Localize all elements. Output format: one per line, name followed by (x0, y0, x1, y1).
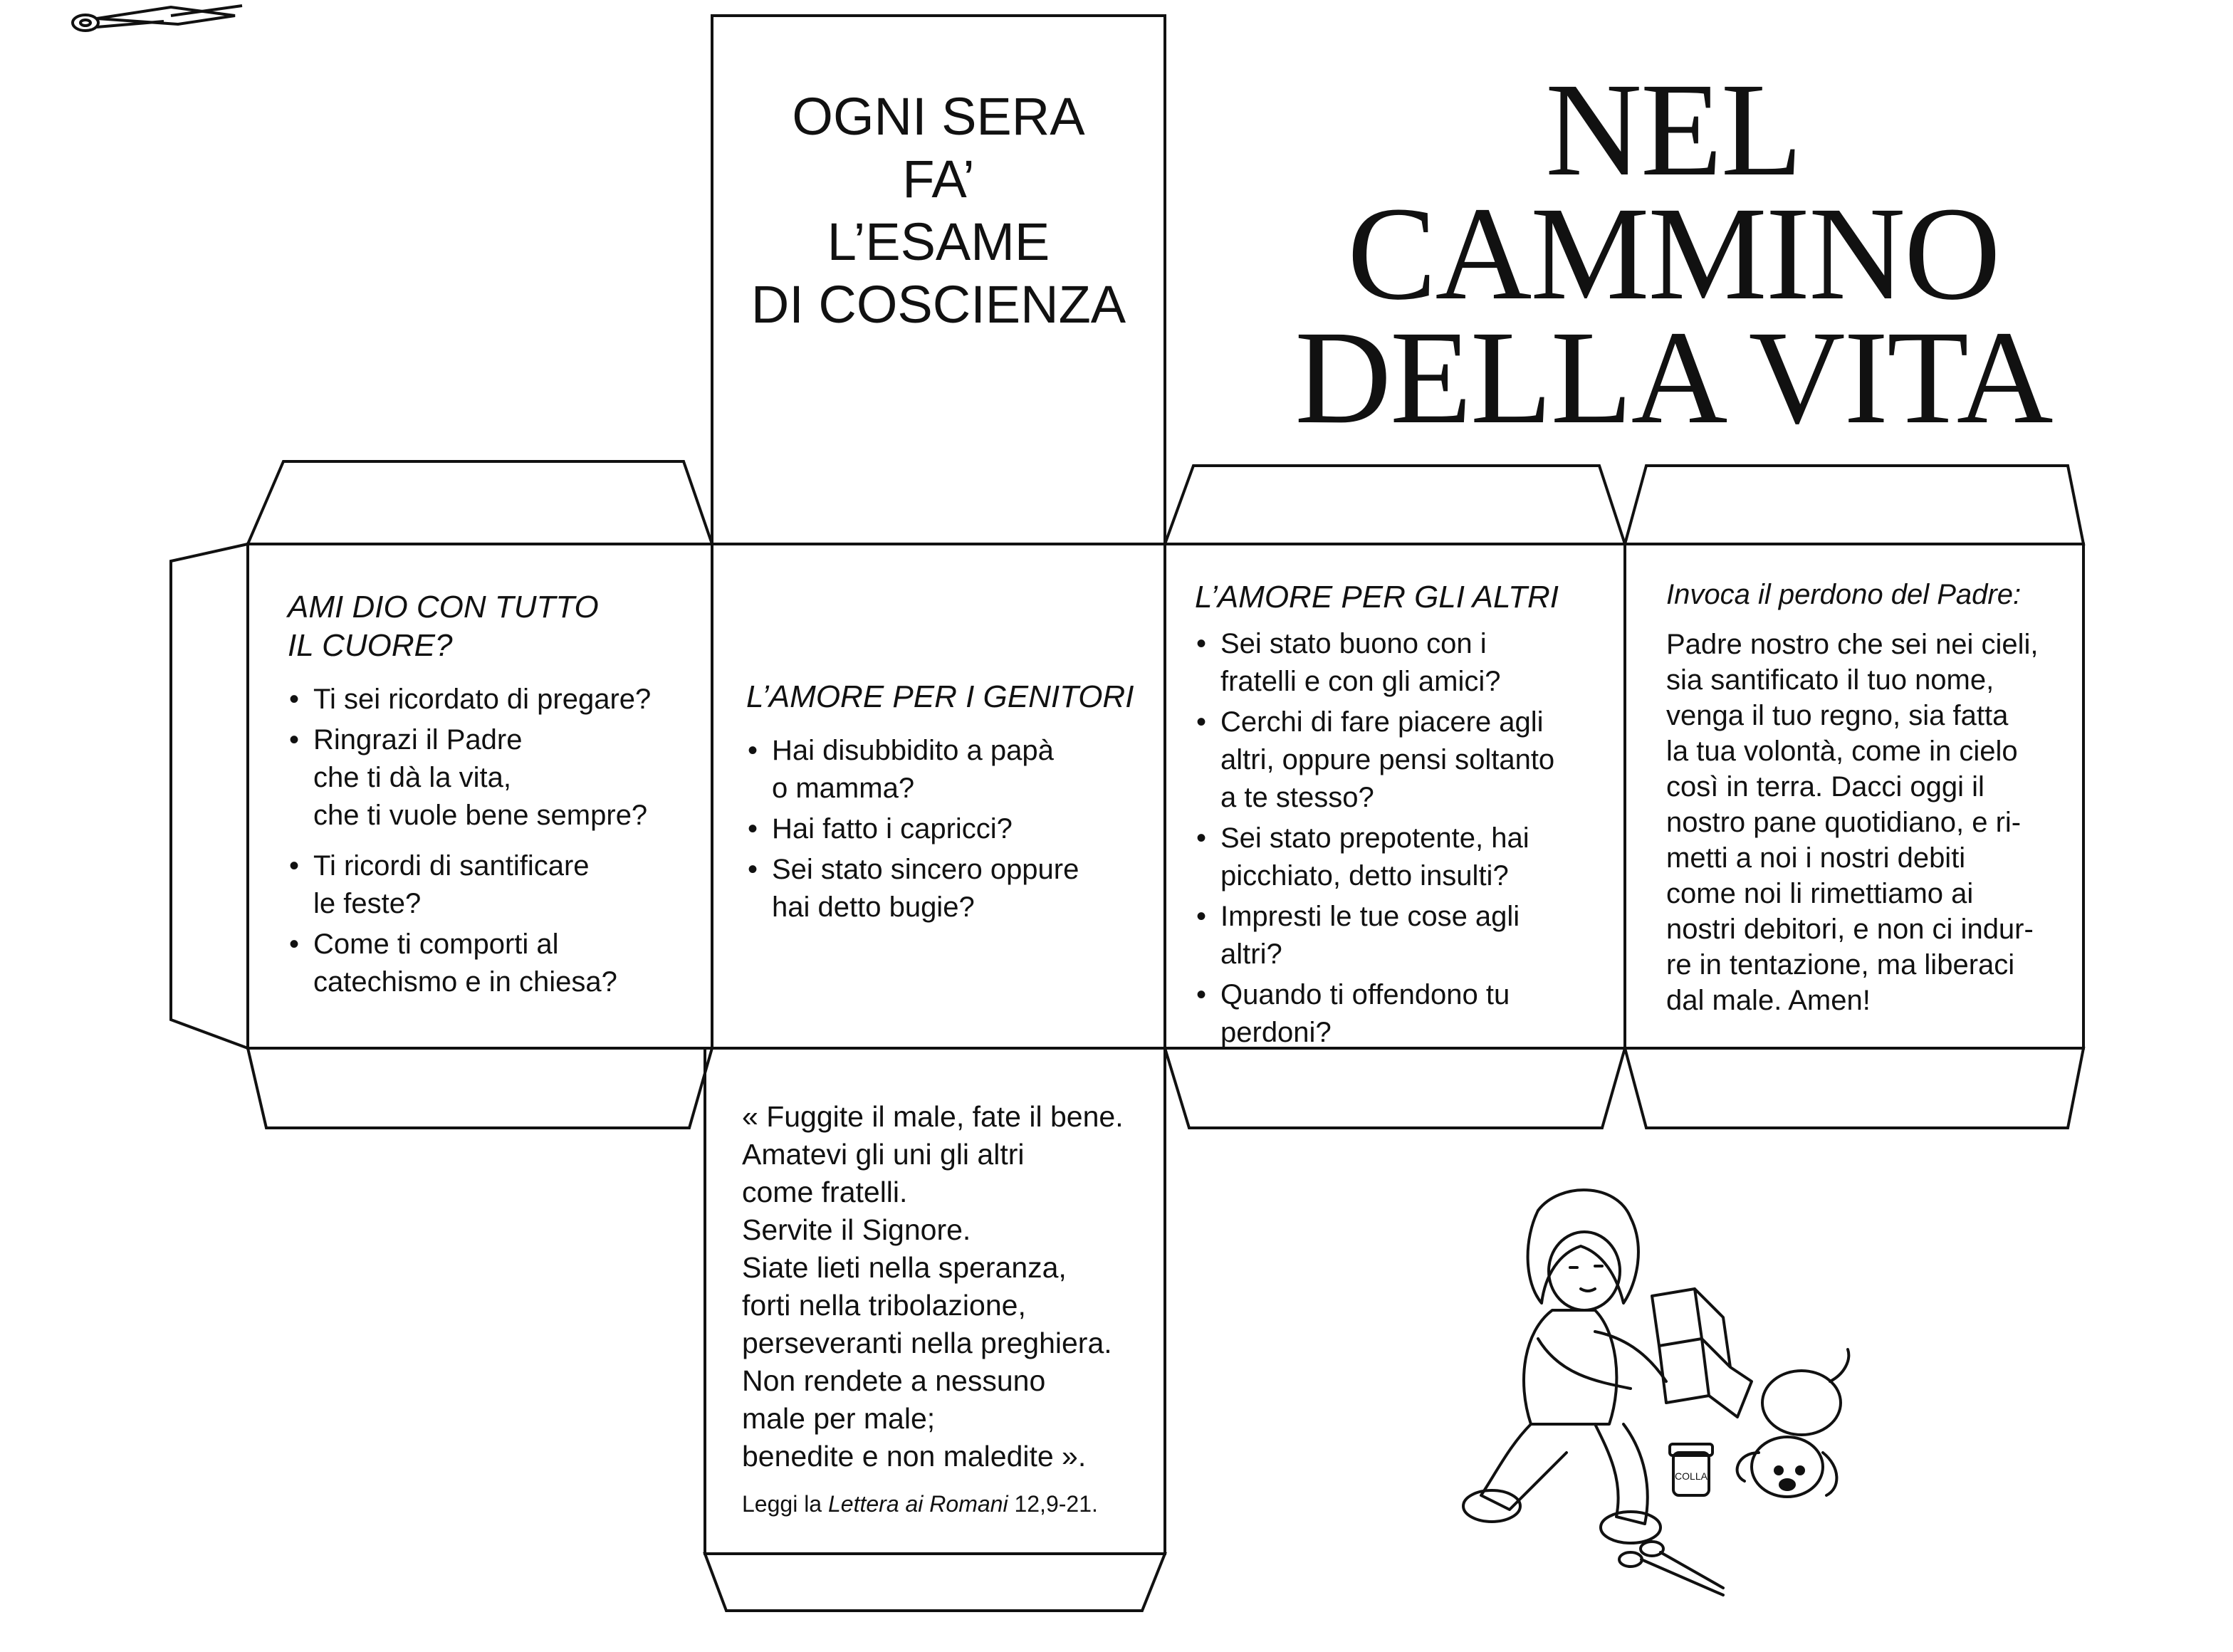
question-line: o mamma? (772, 773, 915, 804)
flap-top-1 (248, 461, 712, 544)
quote-line: forti nella tribolazione, (742, 1289, 1026, 1322)
question-line: le feste? (313, 888, 422, 919)
question-item (1195, 820, 1622, 895)
prayer-line: la tua volontà, come in cielo (1666, 736, 2018, 767)
face-prayer (1666, 575, 2079, 1018)
question-line: • Sei stato prepotente, hai (1220, 822, 1529, 854)
lords-prayer-text (1666, 627, 2079, 1018)
question-line: • Sei stato sincero oppure (772, 854, 1079, 885)
top-face-line: FA’ (902, 150, 975, 209)
page-title-line-2: DELLA VITA (1295, 303, 2052, 451)
question-line: • Quando ti offendono tu (1220, 979, 1510, 1010)
question-item (1195, 976, 1622, 1052)
prayer-line: Padre nostro che sei nei cieli, (1666, 629, 2039, 660)
scissors-icon (64, 0, 249, 43)
page-title-line-1: NEL CAMMINO (1347, 55, 1999, 328)
question-item (1195, 898, 1622, 973)
child-hair (1528, 1190, 1638, 1303)
question-line: catechismo e in chiesa? (313, 966, 617, 998)
prayer-line: re in tentazione, ma liberaci (1666, 949, 2015, 981)
quote-line: « Fuggite il male, fate il bene. (742, 1100, 1124, 1133)
question-line: • Sei stato buono con i (1220, 628, 1487, 659)
quote-line: Amatevi gli uni gli altri (742, 1138, 1025, 1171)
question-line: che ti vuole bene sempre? (313, 800, 648, 831)
prayer-line: sia santificato il tuo nome, (1666, 664, 1994, 696)
child-legs (1481, 1424, 1648, 1524)
flap-left (171, 544, 248, 1048)
scissors-small-icon (1619, 1542, 1723, 1595)
heading-line: AMI DIO CON TUTTO (288, 590, 599, 624)
quote-line: benedite e non maledite ». (742, 1440, 1087, 1473)
bible-quote (742, 1098, 1162, 1475)
question-item (746, 810, 1159, 848)
face-god (288, 588, 708, 1004)
flap-top-3 (1625, 466, 2083, 544)
prayer-line: come noi li rimettiamo ai (1666, 878, 1974, 909)
face-others (1195, 578, 1622, 1055)
question-item (1195, 704, 1622, 817)
reference-suffix: 12,9-21. (1008, 1491, 1098, 1517)
question-item (288, 721, 708, 835)
question-line: • Ringrazi il Padre (313, 724, 523, 756)
bible-reference (742, 1488, 1162, 1520)
face-parents-questions (746, 732, 1159, 926)
quote-line: perseveranti nella preghiera. (742, 1327, 1112, 1359)
question-line: a te stesso? (1220, 782, 1374, 813)
question-item (1195, 625, 1622, 701)
flap-bottom-1 (248, 1048, 712, 1128)
dog-illustration (1737, 1349, 1849, 1497)
question-item (288, 847, 708, 923)
paper-cube-model (1652, 1289, 1752, 1417)
child-body (1524, 1310, 1616, 1424)
flap-bottom-3 (1625, 1048, 2083, 1128)
face-prayer-heading: Invoca il perdono del Padre: (1666, 579, 2022, 610)
top-face-line: OGNI SERA (792, 87, 1085, 146)
quote-line: Siate lieti nella speranza, (742, 1251, 1067, 1284)
question-item (746, 851, 1159, 926)
top-face-line: L’ESAME (827, 212, 1050, 271)
flap-top-2 (1165, 466, 1625, 544)
face-others-heading: L’AMORE PER GLI ALTRI (1195, 580, 1559, 615)
face-bottom (742, 1098, 1162, 1520)
question-line: • Ti ricordi di santificare (313, 850, 590, 882)
quote-line: come fratelli. (742, 1176, 908, 1208)
face-god-questions (288, 681, 708, 1001)
quote-line: Non rendete a nessuno (742, 1364, 1046, 1397)
top-face-text (712, 85, 1165, 336)
face-god-heading (288, 588, 708, 665)
question-line: • Ti sei ricordato di pregare? (313, 684, 652, 715)
prayer-line: venga il tuo regno, sia fatta (1666, 700, 2009, 731)
prayer-line: dal male. Amen! (1666, 985, 1871, 1016)
face-others-questions (1195, 625, 1622, 1052)
child-with-dog-illustration (1453, 1168, 1851, 1609)
prayer-line: così in terra. Dacci oggi il (1666, 771, 1984, 803)
question-line: hai detto bugie? (772, 892, 975, 923)
question-line: picchiato, detto insulti? (1220, 860, 1509, 892)
question-line: • Cerchi di fare piacere agli (1220, 706, 1544, 738)
question-line: • Hai disubbidito a papà (772, 735, 1054, 766)
reference-title: Lettera ai Romani (827, 1491, 1008, 1517)
reference-prefix: Leggi la (742, 1491, 828, 1517)
prayer-line: nostri debitori, e non ci indur- (1666, 914, 2034, 945)
question-line: altri, oppure pensi soltanto (1220, 744, 1555, 775)
question-line: altri? (1220, 939, 1282, 970)
flap-bottom-face (705, 1554, 1165, 1611)
top-face-line: DI COSCIENZA (751, 275, 1126, 334)
question-line: perdoni? (1220, 1017, 1332, 1048)
prayer-line: nostro pane quotidiano, e ri- (1666, 807, 2022, 838)
quote-line: male per male; (742, 1402, 936, 1435)
quote-line: Servite il Signore. (742, 1213, 971, 1246)
question-line: • Come ti comporti al (313, 929, 559, 960)
question-item (288, 926, 708, 1001)
flap-bottom-2 (1165, 1048, 1625, 1128)
face-parents (746, 678, 1159, 929)
question-line: fratelli e con gli amici? (1220, 666, 1501, 697)
face-parents-heading: L’AMORE PER I GENITORI (746, 679, 1134, 714)
question-line: • Impresti le tue cose agli (1220, 901, 1520, 932)
prayer-line: metti a noi i nostri debiti (1666, 842, 1966, 874)
heading-line: IL CUORE? (288, 628, 453, 663)
glue-pot-label: COLLA (1675, 1470, 1708, 1482)
page-title (1210, 55, 2136, 451)
question-line: che ti dà la vita, (313, 762, 511, 793)
question-item (746, 732, 1159, 807)
question-item (288, 681, 708, 718)
question-line: • Hai fatto i capricci? (772, 813, 1013, 845)
